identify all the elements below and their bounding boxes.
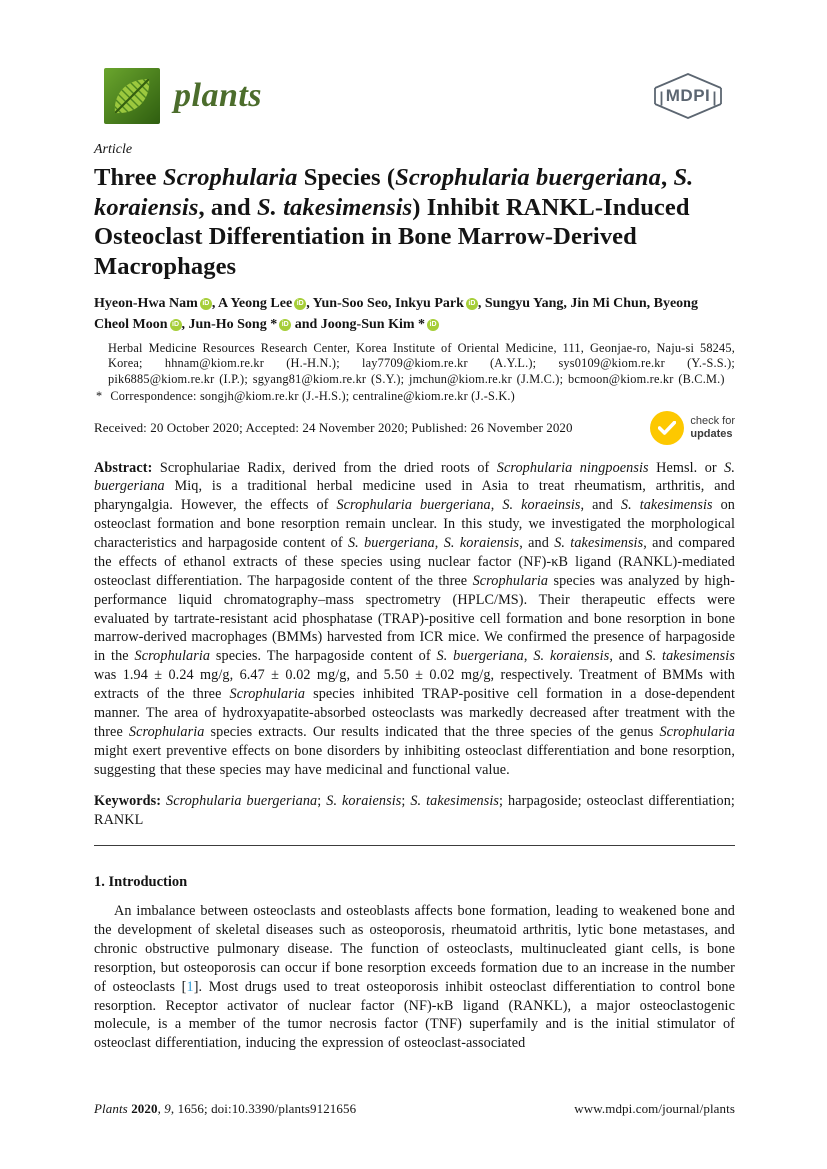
dates-row	[94, 409, 735, 447]
dates-line: Received: 20 October 2020; Accepted: 24 November 2020; Published: 26 November 2020	[94, 419, 573, 435]
introduction-paragraph: An imbalance between osteoclasts and osteoblasts affects bone formation, leading to weakened bone and the development of skeletal diseases such as osteoporosis, rheumatoid arthritis, lytic bone metastases, and chronic obstructive pulmonary disease. The function of osteoclasts, multinucleated giant cells, is bone resorption, but osteoporosis can occur if bone resorption exceeds formation due to an increase in the number of osteoclasts [1]. Most drugs used to treat osteoporosis inhibit osteoclast differentiation to control bone resorption. Receptor activator of nuclear factor (NF)-κB ligand (RANKL), a major osteoclastogenic molecule, is a member of the tumor necrosis factor (TNF) superfamily and is the initial stimulator of osteoclast differentiation, inducing the expression of osteoclast-associated	[94, 903, 736, 1052]
plants-journal-logo	[104, 68, 262, 124]
orcid-icon[interactable]: iD	[294, 298, 306, 310]
keywords-paragraph: Keywords: Scrophularia buergeriana; S. koraiensis; S. takesimensis; harpagoside; osteoclast differentiation; RANKL	[94, 793, 735, 829]
badge-line2: updates	[690, 427, 733, 440]
author-list: Hyeon-Hwa Nam iD , A Yeong Lee iD , Yun-Soo Seo, Inkyu Park iD , Sungyu Yang, Jin Mi Chun, Byeong Cheol Moon iD , Jun-Ho Song * iD and Joong-Sun Kim * iD	[94, 295, 698, 332]
section-heading-introduction: 1. Introduction	[94, 874, 188, 891]
correspondence-line	[94, 389, 735, 405]
correspondence-text: Correspondence: songjh@kiom.re.kr (J.-H.S.); centraline@kiom.re.kr (J.-S.K.)	[110, 388, 515, 403]
affiliation: Herbal Medicine Resources Research Center, Korea Institute of Oriental Medicine, 111, Geonjae-ro, Naju-si 58245, Korea; hhnam@kiom.re.kr (H.-H.N.); lay7709@kiom.re.kr (A.Y.L.); sys0109@kiom.re.kr (Y.-S.S.); pik6885@kiom.re.kr (I.P.); sgyang81@kiom.re.kr (S.Y.); jmchun@kiom.re.kr (J.M.C.); bcmoon@kiom.re.kr (B.C.M.)	[108, 340, 735, 387]
check-icon	[650, 411, 684, 445]
mdpi-wordmark: MDPI	[665, 86, 711, 105]
citation-link[interactable]: 1	[186, 978, 194, 995]
journal-name: plants	[174, 77, 263, 114]
orcid-icon[interactable]: iD	[466, 298, 478, 310]
orcid-icon[interactable]: iD	[170, 319, 182, 331]
article-title: Three Scrophularia Species (Scrophularia buergeriana, S. koraiensis, and S. takesimensis) Inhibit RANKL-Induced Osteoclast Differentiation in Bone Marrow-Derived Macrophages	[94, 164, 694, 280]
check-for-updates-label	[690, 415, 735, 440]
leaf-icon	[104, 68, 160, 124]
page-footer	[94, 1101, 735, 1117]
mdpi-logo	[653, 71, 723, 121]
correspondence-marker: *	[96, 388, 103, 403]
orcid-icon[interactable]: iD	[427, 319, 439, 331]
footer-citation: Plants 2020, 9, 1656; doi:10.3390/plants9121656	[94, 1101, 357, 1116]
abstract-paragraph: Abstract: Scrophulariae Radix, derived from the dried roots of Scrophularia ningpoensis Hemsl. or S. buergeriana Miq, is a traditional herbal medicine used in Asia to treat rheumatism, arthritis, and pharyngalgia. However, the effects of Scrophularia buergeriana, S. koraeinsis, and S. takesimensis on osteoclast formation and bone resorption remain unclear. In this study, we investigated the morphological characteristics and harpagoside content of S. buergeriana, S. koraiensis, and S. takesimensis, and compared the effects of ethanol extracts of these species using nuclear factor (NF)-κB ligand (RANKL)-mediated osteoclast differentiation. The harpagoside content of the three Scrophularia species was analyzed by high-performance liquid chromatography–mass spectrometry (HPLC/MS). Their therapeutic effects were evaluated by tartrate-resistant acid phosphatase (TRAP)-positive cell formation and bone resorption in bone marrow-derived macrophages (BMMs) harvested from ICR mice. We confirmed the presence of harpagoside in the Scrophularia species. The harpagoside content of S. buergeriana, S. koraiensis, and S. takesimensis was 1.94 ± 0.24 mg/g, 6.47 ± 0.02 mg/g, and 5.50 ± 0.02 mg/g, respectively. Treatment of BMMs with extracts of the three Scrophularia species inhibited TRAP-positive cell formation in a dose-dependent manner. The area of hydroxyapatite-absorbed osteoclasts was markedly decreased after treatment with the three Scrophularia species extracts. Our results indicated that the three species of the genus Scrophularia might exert preventive effects on bone disorders by inhibiting osteoclast differentiation and bone resorption, suggesting that these species may have medicinal and functional value.	[94, 459, 736, 778]
orcid-icon[interactable]: iD	[279, 319, 291, 331]
footer-journal-url[interactable]: www.mdpi.com/journal/plants	[574, 1101, 735, 1116]
orcid-icon[interactable]: iD	[200, 298, 212, 310]
section-divider	[94, 845, 735, 846]
article-type-label: Article	[94, 142, 133, 157]
check-for-updates-badge[interactable]	[650, 411, 735, 445]
badge-line1: check for	[690, 415, 735, 427]
page-header	[94, 68, 735, 125]
